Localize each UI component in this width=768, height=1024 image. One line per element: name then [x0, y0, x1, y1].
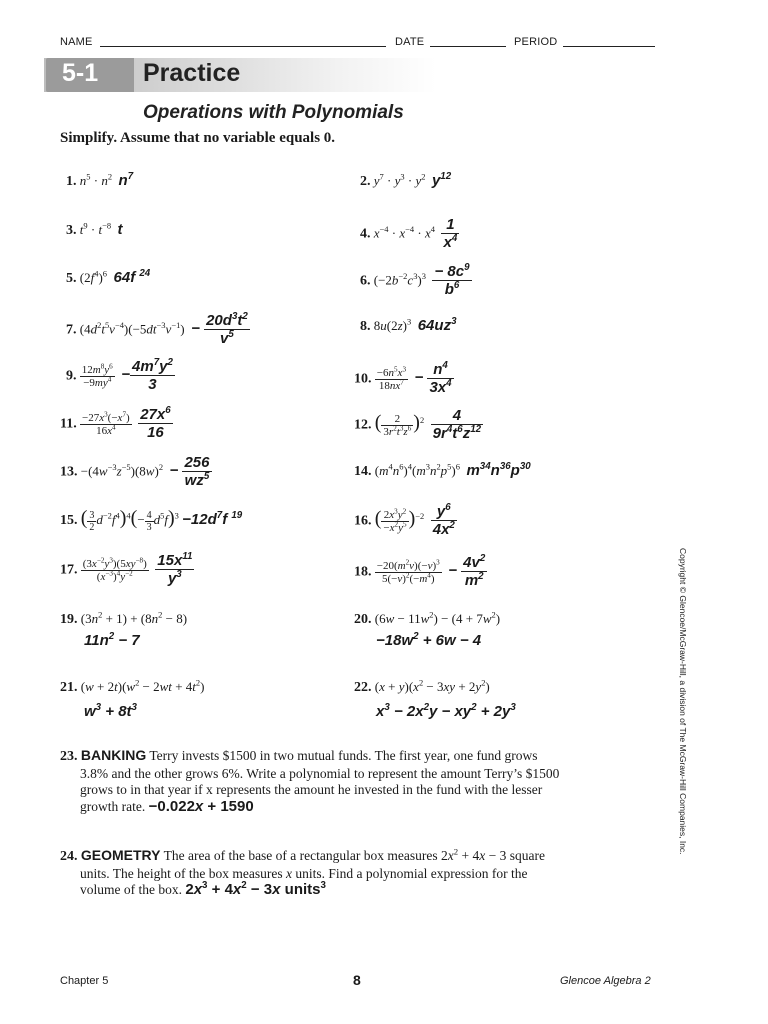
answer-15: $-12d^7f$ $^{19}$ [182, 510, 243, 528]
page-title: Practice [143, 59, 241, 87]
page-number: 8 [353, 972, 361, 988]
period-field-line[interactable] [563, 46, 655, 47]
problem-text-line: volume of the box. [80, 882, 182, 897]
answer-19: $11n^2 - 7$ [84, 631, 140, 649]
answer-21: $w^3 + 8t^3$ [84, 702, 137, 720]
problem-17: 17. $\frac{(3x^{-2}y^3)(5xy^{-8})}{(x^{-3})^4y^{-2}}$ $\frac{15x^{11}}{y^3}$ [60, 551, 193, 587]
answer-2: $y^{12}$ [431, 171, 452, 189]
problem-15: 15. ( $\frac{3}{2}$ $d^{-2}f^4)^4(-$ $\frac{4}{3}$ $d^5f)^3 -12d^7f$ $^{19}$ [60, 507, 243, 533]
answer-13: − $\frac{256}{wz^5}$ [169, 454, 210, 489]
problem-21: 21. $(w + 2t)(w^2 - 2wt + 4t^2)$ [60, 677, 205, 695]
word-problem-23 [60, 747, 660, 815]
problem-19: 19. $(3n^2 + 1) + (8n^2 - 8)$ [60, 609, 188, 627]
answer-1: $n^7$ [118, 171, 134, 189]
problem-7: 7. $(4d^2t^5v^{-4})(-5dt^{-3}v^{-1})$ − $\frac{20d^3t^2}{v^5}$ [66, 311, 248, 347]
footer-chapter: Chapter 5 [60, 975, 109, 987]
lesson-number: 5-1 [62, 59, 99, 87]
answer-4: $\frac{1}{x^4}$ [443, 216, 458, 251]
answer-6: $\frac{- 8c^9}{b^6}$ [434, 262, 470, 298]
problem-text-line: Terry invests $1500 in two mutual funds. The first year, one fund grows [149, 748, 538, 763]
problem-text-line: growth rate. [80, 798, 146, 814]
period-label: PERIOD [514, 36, 558, 48]
answer-14: $m^{34}n^{36}p^{30}$ [466, 461, 531, 479]
problem-2: 2. $y^7 \cdot y^3 \cdot y^2$ $y^{12}$ [360, 171, 452, 189]
problem-number: 23. [60, 749, 78, 764]
answer-5: 64f $^{24}$ [113, 268, 151, 286]
problem-4: 4. $x^{-4} \cdot x^{-4} \cdot x^4$ $\frac{1}{x^4}$ [360, 216, 458, 251]
footer-book: Glencoe Algebra 2 [560, 975, 651, 987]
answer-3: t [117, 221, 123, 238]
problem-5: 5. $(2f^4)^6$ 64f $^{24}$ [66, 268, 151, 286]
problem-1: 1. $n^5 \cdot n^2$ $n^7$ [66, 171, 134, 189]
answer-18: − $\frac{4v^2}{m^2}$ [448, 553, 486, 589]
problem-number: 24. [60, 849, 78, 864]
answer-9: − $\frac{4m^7y^2}{3}$ [121, 357, 173, 393]
problem-heading: BANKING [80, 747, 147, 763]
answer-16: $\frac{y^6}{4x^2}$ [432, 502, 455, 538]
answer-8: $64uz^3$ [417, 316, 457, 334]
problem-6: 6. $(-2b^{-2}c^3)^3$ $\frac{- 8c^9}{b^6}$ [360, 262, 470, 298]
problem-20: 20. $(6w - 11w^2) - (4 + 7w^2)$ [354, 609, 501, 627]
date-label: DATE [395, 36, 425, 48]
problem-22: 22. $(x + y)(x^2 - 3xy + 2y^2)$ [354, 677, 490, 695]
name-field-line[interactable] [100, 46, 386, 47]
answer-20: $-18w^2 + 6w - 4$ [376, 631, 482, 649]
problem-12: 12. ( $\frac{2}{3r^2t^3z^6}$ )$^2$ $\frac{4}{9r^4t^6z^{12}}$ [354, 407, 482, 442]
answer-24: $2x^3 + 4x^2 - 3x$ units$^3$ [185, 880, 326, 898]
problem-13: 13. $-(4w^{-3}z^{-5})(8w)^2$ − $\frac{256}{wz^5}$ [60, 454, 210, 489]
page-subtitle: Operations with Polynomials [143, 102, 404, 123]
answer-12: $\frac{4}{9r^4t^6z^{12}}$ [432, 407, 482, 442]
answer-10: − $\frac{n^4}{3x^4}$ [414, 360, 452, 396]
problem-8: 8. $8u(2z)^3$ $64uz^3$ [360, 316, 457, 334]
problem-text-line: 3.8% and the other grows 6%. Write a polynomial to represent the amount Terry’s $1500 [80, 765, 560, 781]
problem-3: 3. $t^9 \cdot t^{-8}$ t [66, 220, 123, 238]
problem-14: 14. $(m^4n^6)^4(m^3n^2p^5)^6$ $m^{34}n^{36}p^{30}$ [354, 461, 531, 479]
answer-23: −0.022x + 1590 [148, 797, 254, 815]
problem-10: 10. $\frac{-6n^5x^3}{18nx^7}$ − $\frac{n^4}{3x^4}$ [354, 360, 452, 396]
side-copyright [678, 548, 700, 855]
answer-7: − $\frac{20d^3t^2}{v^5}$ [191, 311, 248, 347]
word-problem-24: 24. GEOMETRY The area of the base of a rectangular box measures $2x^2 + 4x - 3$ square units. The height of the box measures x units. Find a polynomial expression for the volume of the box. $2x^3 + 4x^2 - 3x$ units$^3$ [60, 846, 545, 898]
copyright-text: Copyright © Glencoe/McGraw-Hill, a division of The McGraw-Hill Companies, Inc. [678, 548, 688, 855]
name-label: NAME [60, 36, 93, 48]
problem-heading: GEOMETRY [80, 847, 161, 863]
problem-16: 16. ( $\frac{2x^3y^2}{-x^2y^5}$ )$^{-2}$ $\frac{y^6}{4x^2}$ [354, 502, 455, 538]
answer-17: $\frac{15x^{11}}{y^3}$ [157, 551, 193, 587]
problem-11: 11. $\frac{-27x^3(-x^7)}{16x^4}$ $\frac{27x^6}{16}$ [60, 405, 171, 441]
date-field-line[interactable] [430, 46, 506, 47]
instructions: Simplify. Assume that no variable equals 0. [60, 130, 336, 146]
problem-18: 18. $\frac{-20(m^2v)(-v)^3}{5(-v)^2(-m^4)}$ − $\frac{4v^2}{m^2}$ [354, 553, 486, 589]
answer-11: $\frac{27x^6}{16}$ [140, 405, 171, 441]
problem-text-line: grows to in that year if x represents the amount he invested in the fund with the lesser [80, 782, 543, 797]
answer-22: $x^3 - 2x^2y - xy^2 + 2y^3$ [376, 702, 516, 720]
problem-9: 9. $\frac{12m^8y^6}{-9my^4}$ − $\frac{4m^7y^2}{3}$ [66, 357, 173, 393]
